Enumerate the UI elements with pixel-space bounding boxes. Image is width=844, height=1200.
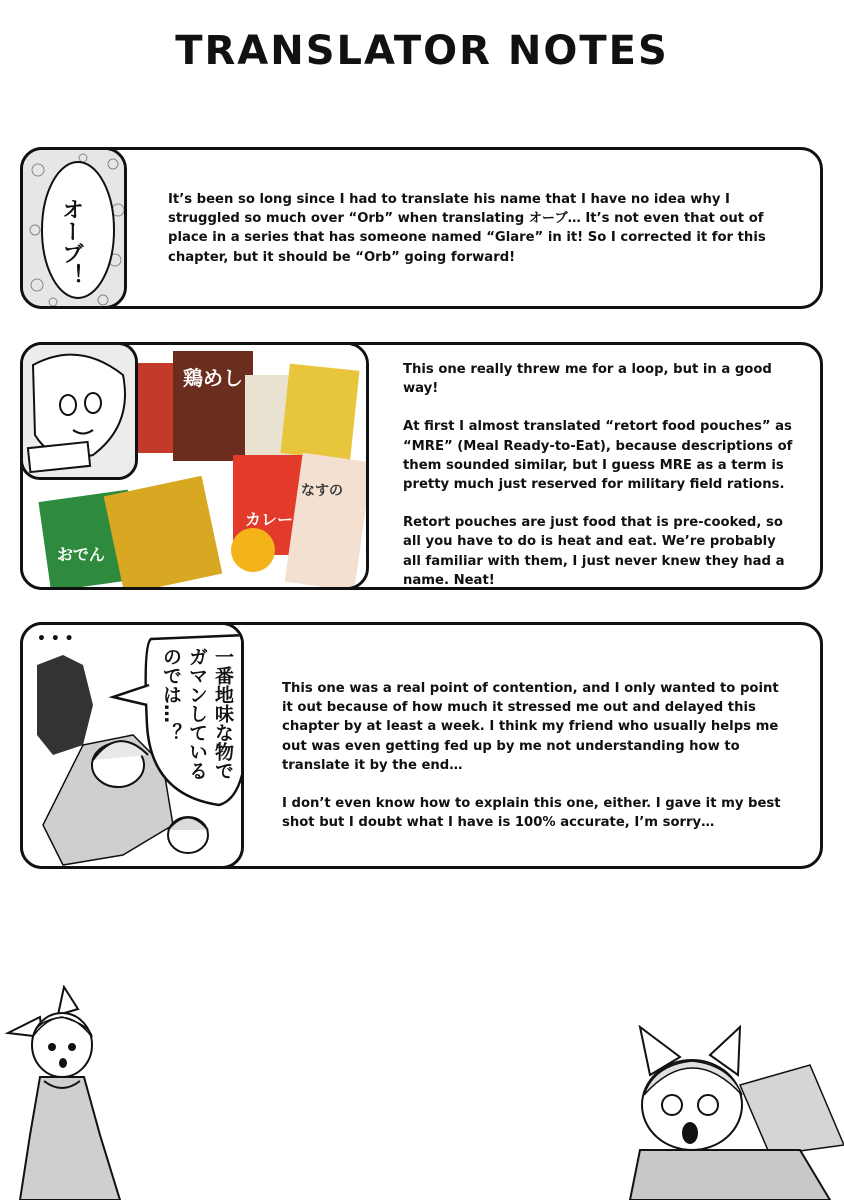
speech-line: ガマンしている [186,647,208,780]
manga-inset [20,342,138,480]
note-paragraph: This one really threw me for a loop, but in a good way! [403,362,772,397]
note-text-retort [403,360,795,590]
note-paragraph: At first I almost translated “retort food pouches” as “MRE” (Meal Ready-to-Eat), because descriptions of them sounded similar, but I guess MRE as a term is pretty much just reserved for military field rations. [403,419,793,493]
page-title: TRANSLATOR NOTES [175,28,669,74]
note-paragraph: This one was a real point of contention, and I only wanted to point it out because of how much it stressed me out and delayed this chapter by at least a week. I think my friend who usually helps me out was even getting fed up by me not understanding how to translate it by the end… [282,681,779,773]
character-illustration-right [610,1025,844,1200]
note-paragraph: It’s been so long since I had to translate his name that I have no idea why I struggled so much over “Orb” when translating オーブ… It’s not even that out of place in a series that has someone named “Glare” in it! So I corrected it for this chapter, but it should be “Orb” going forward! [168,192,766,265]
note-text-gaman [282,679,794,832]
character-illustration-left [0,985,150,1200]
speech-line: 一番地味な物で [212,647,234,780]
pouch-label: 鶏めし [183,366,243,390]
photo-retort-pouches [20,342,369,590]
speech-text-orb: オーブ！ [58,198,84,286]
note-paragraph: I don’t even know how to explain this one, either. I gave it my best shot but I doubt what I have is 100% accurate, I’m sorry… [282,796,781,831]
pouch-label: カレー [245,510,294,529]
pouch-label: なすの [301,483,343,499]
manga-panel-gaman [20,622,244,869]
note-text-orb [168,190,792,267]
ellipsis-dots: • • • [37,631,74,647]
speech-line: のでは…？ [160,647,182,742]
pouch-label: おでん [57,545,105,564]
note-paragraph: Retort pouches are just food that is pre-cooked, so all you have to do is heat and eat. We’re probably all familiar with them, I just never knew they had a name. Neat! [403,515,785,588]
manga-panel-orb [20,147,127,309]
